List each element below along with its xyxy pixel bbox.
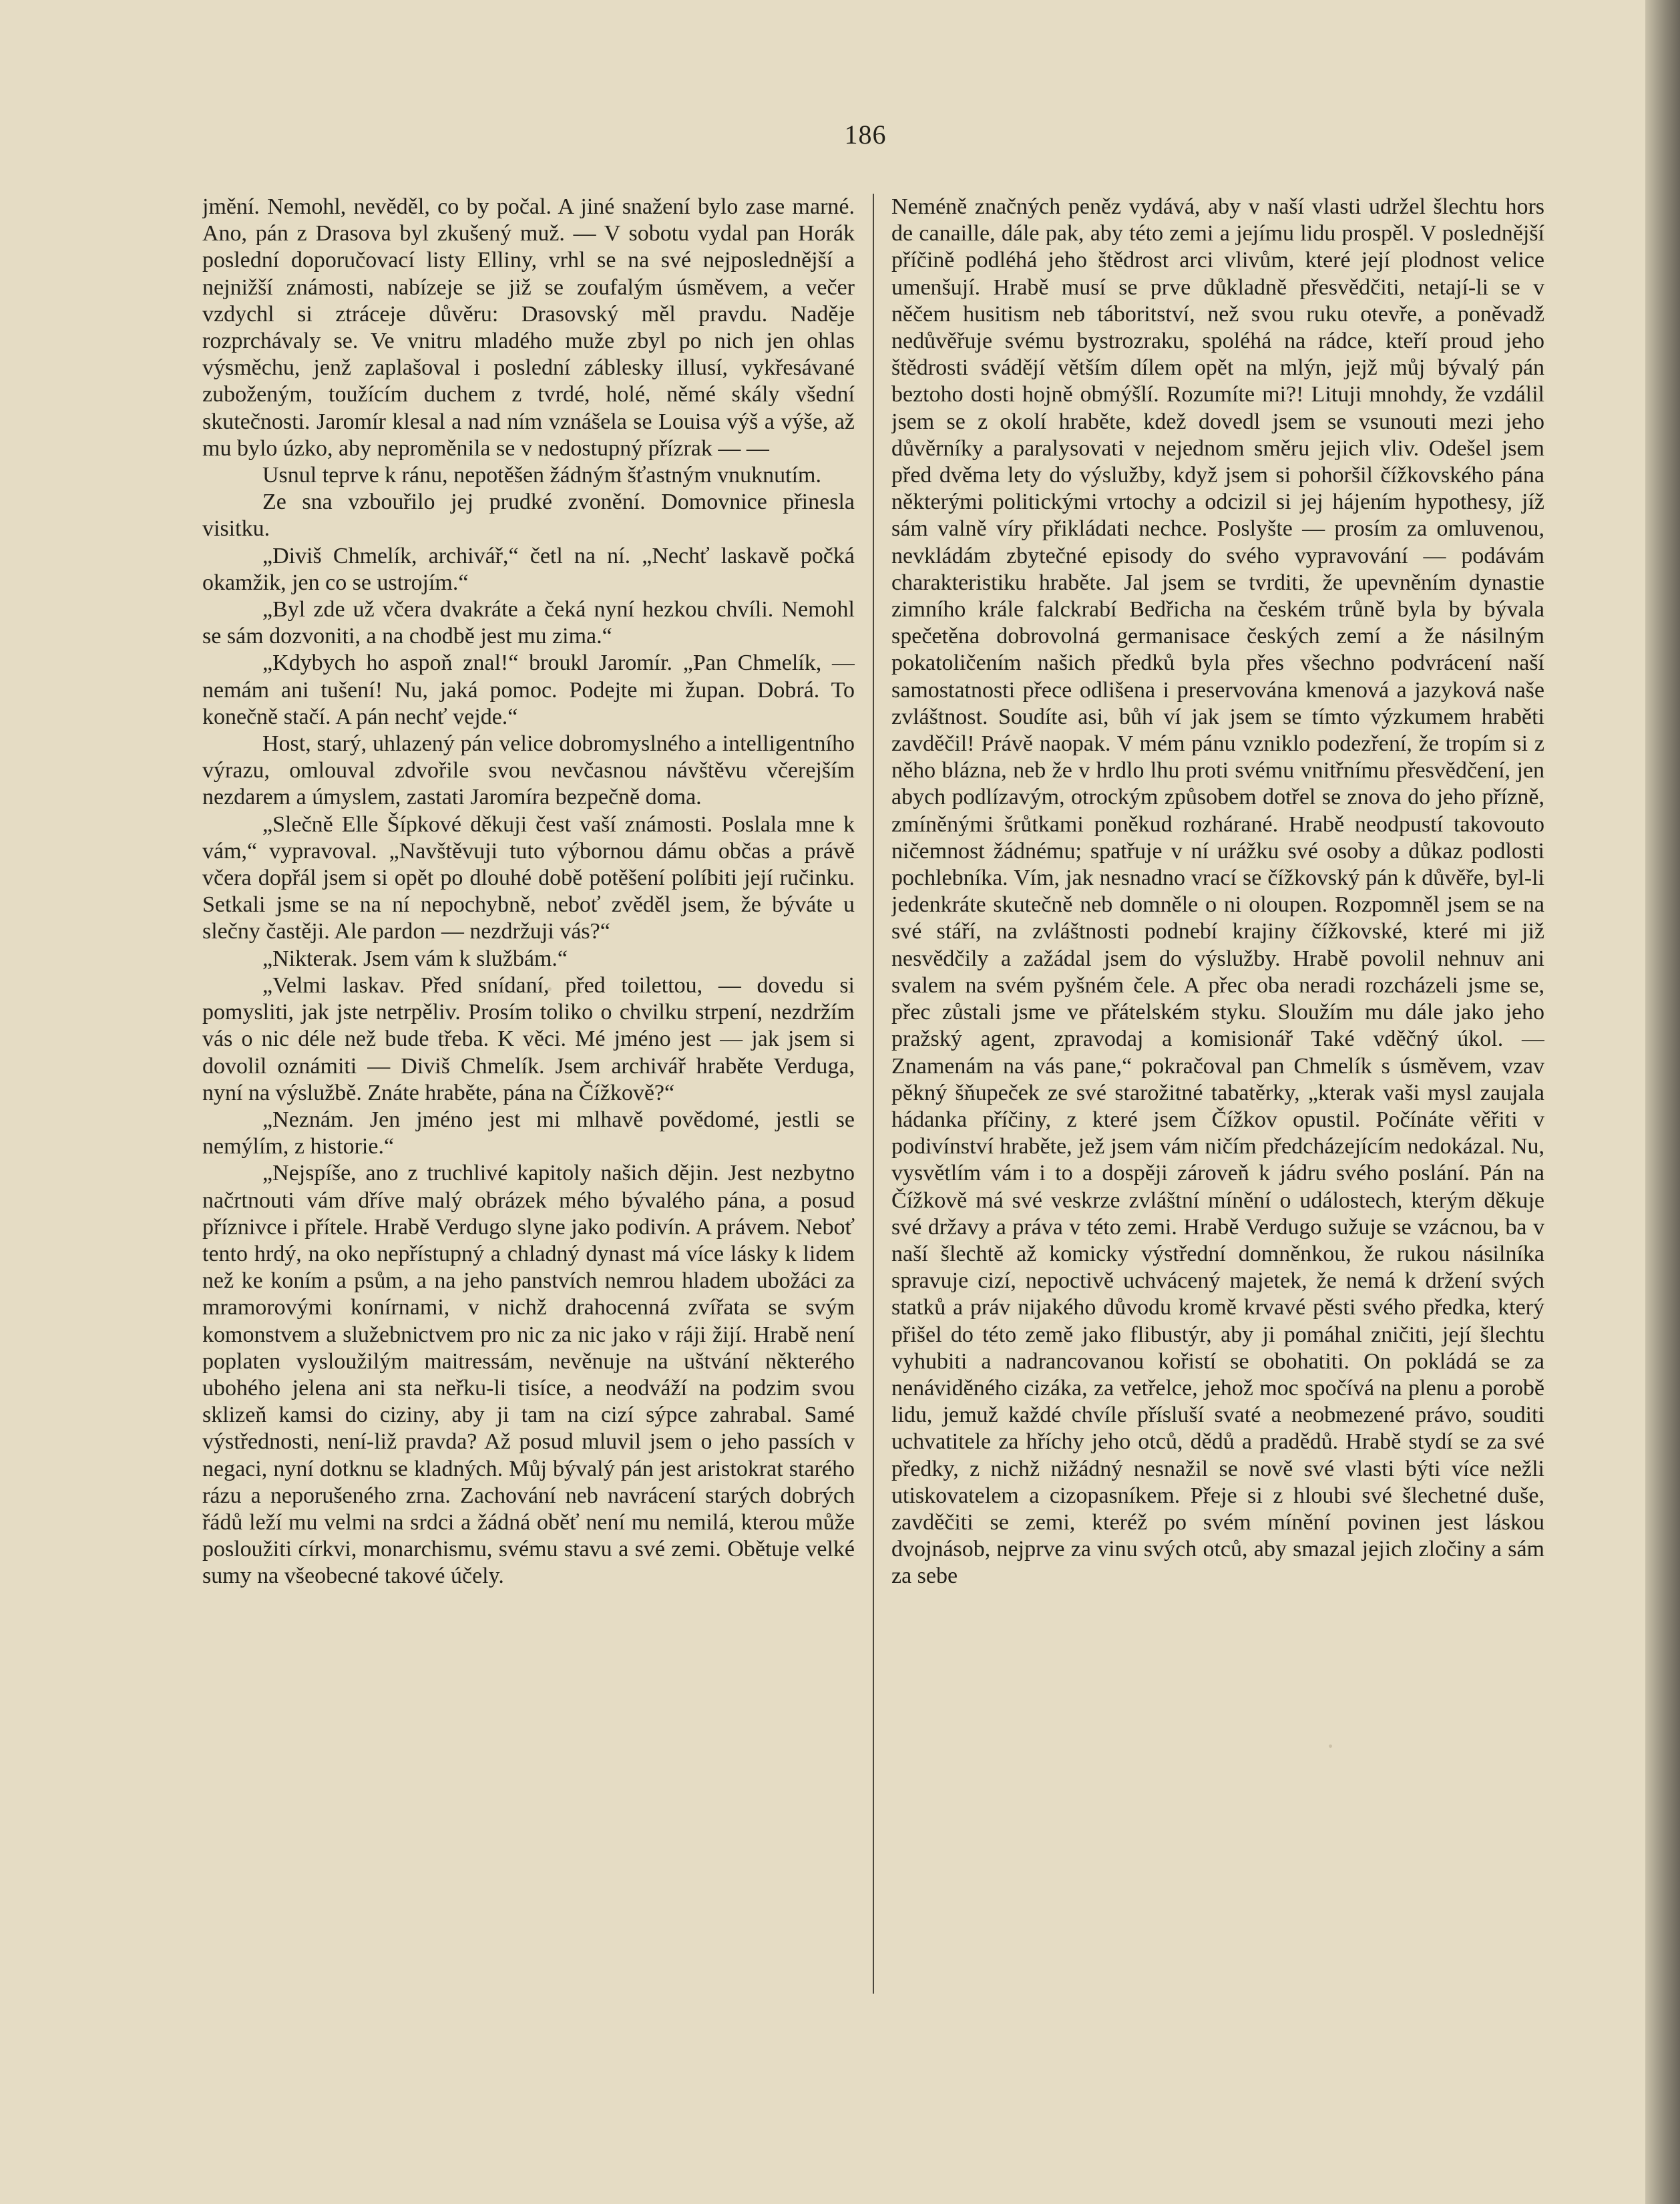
paragraph: Neméně značných peněz vydává, aby v naší vlasti udržel šlechtu hors de canaille, dále pak, aby této zemi a jejímu lidu prospěl. V poslednější příčině podléhá jeho štědrost arci vlivům, které její plodnost velice umenšují. Hrabě musí se prve důkladně přesvědčiti, netají-li se v něčem husitism neb táboritství, než svou ruku otevře, a poněvadž nedůvěřuje svému bystrozraku, spoléhá na rádce, kteří proud jeho štědrosti svádějí větším dílem opět na mlýn, jejž můj bývalý pán beztoho dosti hojně obmýšlí. Rozumíte mi?! Lituji mnohdy, že vzdálil jsem se z okolí hraběte, kdež dovedl jsem se vsunouti mezi jeho důvěrníky a paralysovati v nejednom směru jejich vliv. Odešel jsem před dvěma lety do výslužby, když jsem si pohoršil čížkovského pána některými politickými vrtochy a odcizil si jej hájením hypothesy, jíž sám valně víry přikládati nechce. Poslyšte — prosím za omluvenou, nevkládám zbytečné episody do svého vypravování — podávám charakteristiku hraběte. Jal jsem se tvrditi, že upevněním dynastie zimního krále falckrabí Bedřicha na českém trůně byla by bývala spečetěna dobrovolná germanisace českých zemí a že násilným pokatoličením našich předků byla přes všechno podvrácení naší samostatnosti přece odlišena i preservována kmenová a jazyková naše zvláštnost. Soudíte asi, bůh ví jak jsem se tímto výzkumem hraběti zavděčil! Právě naopak. V mém pánu vzniklo podezření, že tropím si z něho blázna, neb že v hrdlo lhu proti svému vnitřnímu přesvědčení, jen abych podlízavým, otrockým způsobem dotřel se znova do jeho přízně, zmíněnými šrůtkami poněkud rozhárané. Hrabě neodpustí takovouto ničemnost žádnému; spatřuje v ní urážku své osoby a důkaz podlosti pochlebníka. Vím, jak nesnadno vrací se čížkovský pán k důvěře, byl-li jedenkráte skutečně neb domněle o ni oloupen. Rozpomněl jsem se na své stáří, na zvláštnosti podnebí krajiny čížkovské, které mi již nesvědčily a zažádal jsem do výslužby. Hrabě povolil nehnuv ani svalem na svém pyšném čele. A přec oba neradi rozcházeli jsme se, přec zůstali jsme ve přátelském styku. Sloužím mu dále jako jeho pražský agent, zpravodaj a komisionář Také vděčný úkol. — Znamenám na vás pane,“ pokračoval pan Chmelík s úsměvem, vzav pěkný šňupeček ze své starožitné tabatěrky, „kterak vaši mysl zaujala hádanka příčiny, z které jsem Čížkov opustil. Počínáte věřiti v podivínství hraběte, jež jsem vám ničím předcházejícím nedokázal. Nu, vysvětlím vám i to a dospěji zároveň k jádru svého poslání. Pán na Čížkově má své veskrze zvláštní mínění o událostech, kterým děkuje své državy a práva v této zemi. Hrabě Verdugo sužuje se vzácnou, ba v naší šlechtě až komicky výstřední domněnkou, že rukou násilníka spravuje cizí, nepoctivě uchvácený majetek, že nemá k držení svých statků a práv nijakého důvodu kromě krvavé pěsti svého předka, který přišel do této země jako flibustýr, aby ji pomáhal zničiti, její šlechtu vyhubiti a nadrancovanou kořistí se obohatiti. On pokládá se za nenáviděného cizáka, za vetřelce, jehož moc spočívá na plenu a porobě lidu, jemuž každé chvíle přísluší svaté a neobmezené právo, souditi uchvatitele za hříchy jeho otců, dědů a pradědů. Hrabě stydí se za své předky, z nichž nižádný nesnažil se nově své vlasti býti více nežli utiskovatelem a cizopasníkem. Přeje si z hloubi své šlechetné duše, zavděčiti se zemi, kteréž po svém mínění povinen jest láskou dvojnásob, nejprve za vinu svých otců, aby smazal jejich zločiny a sám za sebe	[891, 194, 1544, 1589]
paragraph: „Neznám. Jen jméno jest mi mlhavě povědomé, jestli se nemýlím, z historie.“	[202, 1107, 855, 1159]
paragraph: „Slečně Elle Šípkové děkuji čest vaší známosti. Poslala mne k vám,“ vypravoval. „Navštěvuji tuto výbornou dámu občas a právě včera dopřál jsem si opět po dlouhé době potěšení políbiti její ručinku. Setkali jsme se na ní nepochybně, neboť zvěděl jsem, že býváte u slečny častěji. Ale pardon — nezdržuji vás?“	[202, 811, 855, 944]
paragraph: Ze sna vzbouřilo jej prudké zvonění. Domovnice přinesla visitku.	[202, 490, 855, 542]
right-text-column	[891, 194, 1544, 2010]
paragraph: „Nejspíše, ano z truchlivé kapitoly našich dějin. Jest nezbytno načrtnouti vám dříve malý obrázek mého bývalého pána, a posud příznivce i přítele. Hrabě Verdugo slyne jako podivín. A právem. Neboť tento hrdý, na oko nepřístupný a chladný dynast má více lásky k lidem než ke koním a psům, a na jeho panstvích nemrou hladem ubožáci za mramorovými konírnami, v nichž drahocenná zvířata se svým komonstvem a služebnictvem pro nic za nic jako v ráji žijí. Hrabě není poplaten vysloužilým maitressám, nevěnuje na uštvání některého ubohého jelena ani sta neřku-li tisíce, a neodváží na podzim svou sklizeň kamsi do ciziny, aby ji tam na cizí sýpce zahrabal. Samé výstřednosti, není-liž pravda? Až posud mluvil jsem o jeho passích v negaci, nyní dotknu se kladných. Můj bývalý pán jest aristokrat starého rázu a neporušeného zrna. Zachování neb navrácení starých dobrých řádů leží mu velmi na srdci a žádná oběť není mu nemilá, kterou může posloužiti církvi, monarchismu, svému stavu a své zemi. Obětuje velké sumy na všeobecné takové účely.	[202, 1161, 855, 1589]
page-number: 186	[844, 120, 887, 150]
column-divider	[873, 194, 874, 1994]
paper-speck	[1329, 1744, 1332, 1748]
paragraph: jmění. Nemohl, nevěděl, co by počal. A jiné snažení bylo zase marné. Ano, pán z Drasova byl zkušený muž. — V sobotu vydal pan Horák poslední doporučovací listy Elliny, vrhl se na své nejposlednější a nejnižší známosti, nabízeje se již se zoufalým úsměvem, a večer vzdychl si ztráceje důvěru: Drasovský měl pravdu. Naděje rozprchávaly se. Ve vnitru mladého muže zbyl po nich jen ohlas výsměchu, jenž zaplašoval i poslední záblesky illusí, vykřesávané zuboženým, toužícím duchem z tvrdé, holé, němé skály všední skutečnosti. Jaromír klesal a nad ním vznášela se Louisa výš a výše, až mu bylo úzko, aby neproměnila se v nedostupný přízrak — —	[202, 194, 855, 461]
paragraph: „Kdybych ho aspoň znal!“ broukl Jaromír. „Pan Chmelík, — nemám ani tušení! Nu, jaká pomoc. Podejte mi župan. Dobrá. To konečně stačí. A pán nechť vejde.“	[202, 651, 855, 729]
paper-speck	[548, 987, 552, 991]
paragraph: „Byl zde už včera dvakráte a čeká nyní hezkou chvíli. Nemohl se sám dozvoniti, a na chodbě jest mu zima.“	[202, 597, 855, 649]
page-gutter-shadow	[1645, 0, 1680, 2204]
paragraph: „Diviš Chmelík, archivář,“ četl na ní. „Nechť laskavě počká okamžik, jen co se ustrojím.“	[202, 543, 855, 595]
left-text-column	[202, 194, 855, 2010]
paragraph: Host, starý, uhlazený pán velice dobromyslného a intelligentního výrazu, omlouval zdvořile svou nevčasnou návštěvu včerejším nezdarem a úmyslem, zastati Jaromíra bezpečně doma.	[202, 731, 855, 810]
paragraph: „Velmi laskav. Před snídaní, před toilettou, — dovedu si pomysliti, jak jste netrpěliv. Prosím toliko o chvilku strpení, nezdržím vás o nic déle než bude třeba. K věci. Mé jméno jest — jak jsem si dovolil oznámiti — Diviš Chmelík. Jsem archivář hraběte Verduga, nyní na výslužbě. Znáte hraběte, pána na Čížkově?“	[202, 972, 855, 1105]
paragraph: Usnul teprve k ránu, nepotěšen žádným šťastným vnuknutím.	[262, 463, 821, 488]
paragraph: „Nikterak. Jsem vám k službám.“	[262, 946, 568, 971]
